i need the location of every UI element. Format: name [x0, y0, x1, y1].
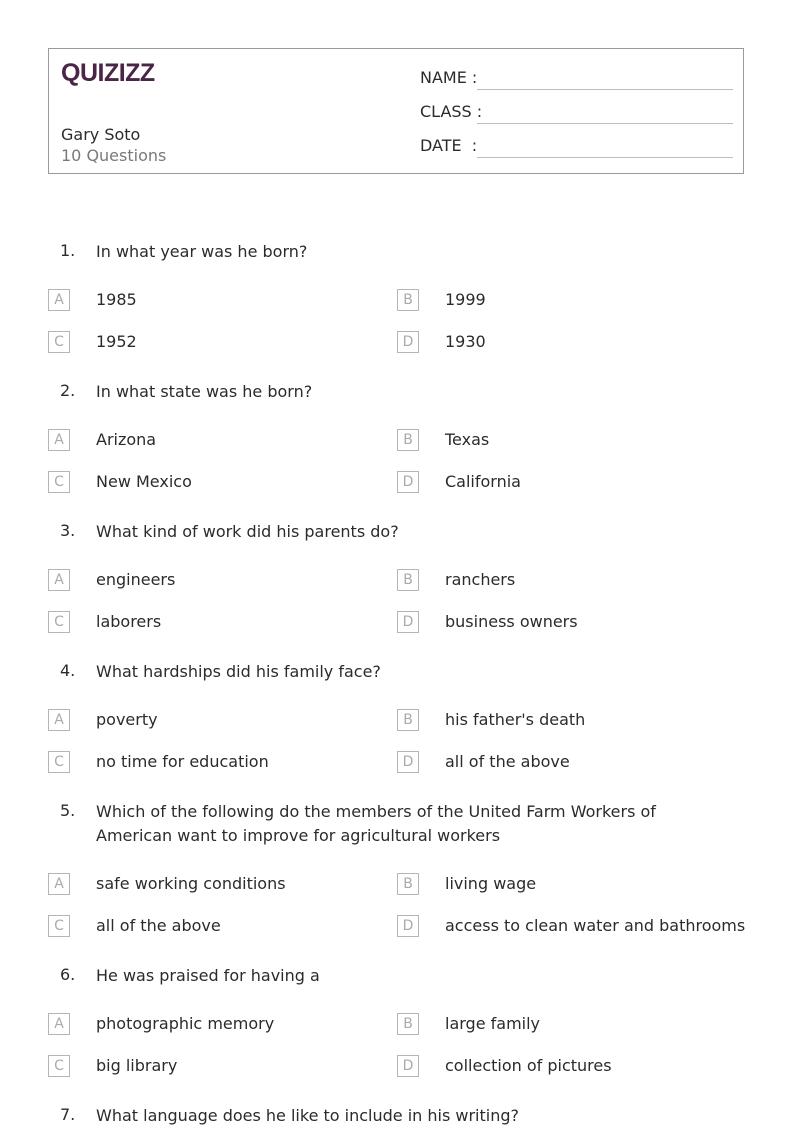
worksheet-header [48, 48, 744, 174]
question-number: 4. [60, 661, 76, 680]
option-letter-box[interactable]: C [48, 471, 70, 493]
option-letter-box[interactable]: B [397, 569, 419, 591]
class-line[interactable] [477, 123, 733, 124]
question-number: 5. [60, 801, 76, 820]
option-letter-box[interactable]: B [397, 709, 419, 731]
question-text: What kind of work did his parents do? [96, 522, 399, 541]
option-text[interactable]: Arizona [96, 430, 157, 449]
option-text[interactable]: his father's death [445, 710, 586, 729]
date-line[interactable] [477, 157, 733, 158]
option-letter-box[interactable]: D [397, 1055, 419, 1077]
option-text[interactable]: all of the above [96, 916, 221, 935]
option-text[interactable]: 1930 [445, 332, 486, 351]
question-text: He was praised for having a [96, 966, 320, 985]
option-letter-box[interactable]: C [48, 915, 70, 937]
option-text[interactable]: 1952 [96, 332, 137, 351]
option-text[interactable]: ranchers [445, 570, 516, 589]
option-text[interactable]: photographic memory [96, 1014, 275, 1033]
question-text: In what year was he born? [96, 242, 308, 261]
option-text[interactable]: 1985 [96, 290, 137, 309]
option-text[interactable]: no time for education [96, 752, 269, 771]
option-letter-box[interactable]: B [397, 873, 419, 895]
option-letter-box[interactable]: B [397, 289, 419, 311]
option-text[interactable]: access to clean water and bathrooms [445, 916, 746, 935]
option-letter-box[interactable]: A [48, 429, 70, 451]
option-letter-box[interactable]: B [397, 1013, 419, 1035]
option-letter-box[interactable]: D [397, 611, 419, 633]
option-text[interactable]: safe working conditions [96, 874, 286, 893]
option-letter-box[interactable]: C [48, 331, 70, 353]
option-letter-box[interactable]: D [397, 331, 419, 353]
question-text: Which of the following do the members of the United Farm Workers of American want to improve for agricultural workers [96, 802, 656, 845]
option-letter-box[interactable]: D [397, 751, 419, 773]
option-letter-box[interactable]: A [48, 709, 70, 731]
option-text[interactable]: 1999 [445, 290, 486, 309]
question-text: What hardships did his family face? [96, 662, 381, 681]
option-letter-box[interactable]: C [48, 751, 70, 773]
option-text[interactable]: large family [445, 1014, 541, 1033]
option-letter-box[interactable]: A [48, 873, 70, 895]
worksheet-title: Gary Soto [61, 125, 141, 144]
option-letter-box[interactable]: A [48, 1013, 70, 1035]
option-text[interactable]: California [445, 472, 521, 491]
question-number: 1. [60, 241, 76, 260]
name-label: NAME : [420, 68, 478, 87]
option-text[interactable]: living wage [445, 874, 537, 893]
option-text[interactable]: all of the above [445, 752, 570, 771]
question-number: 2. [60, 381, 76, 400]
option-letter-box[interactable]: B [397, 429, 419, 451]
option-letter-box[interactable]: D [397, 915, 419, 937]
option-letter-box[interactable]: A [48, 569, 70, 591]
option-text[interactable]: engineers [96, 570, 176, 589]
question-text: In what state was he born? [96, 382, 313, 401]
question-text: What language does he like to include in his writing? [96, 1106, 519, 1125]
date-label: DATE : [420, 136, 478, 155]
quizizz-logo: QUIZIZZ [61, 59, 155, 87]
option-text[interactable]: New Mexico [96, 472, 192, 491]
option-letter-box[interactable]: D [397, 471, 419, 493]
option-text[interactable]: laborers [96, 612, 162, 631]
option-text[interactable]: collection of pictures [445, 1056, 612, 1075]
option-text[interactable]: Texas [445, 430, 490, 449]
name-line[interactable] [477, 89, 733, 90]
option-text[interactable]: big library [96, 1056, 178, 1075]
option-text[interactable]: business owners [445, 612, 578, 631]
option-letter-box[interactable]: C [48, 611, 70, 633]
question-number: 6. [60, 965, 76, 984]
option-letter-box[interactable]: A [48, 289, 70, 311]
question-count: 10 Questions [61, 146, 167, 165]
question-number: 7. [60, 1105, 76, 1124]
option-letter-box[interactable]: C [48, 1055, 70, 1077]
option-text[interactable]: poverty [96, 710, 158, 729]
class-label: CLASS : [420, 102, 483, 121]
question-number: 3. [60, 521, 76, 540]
